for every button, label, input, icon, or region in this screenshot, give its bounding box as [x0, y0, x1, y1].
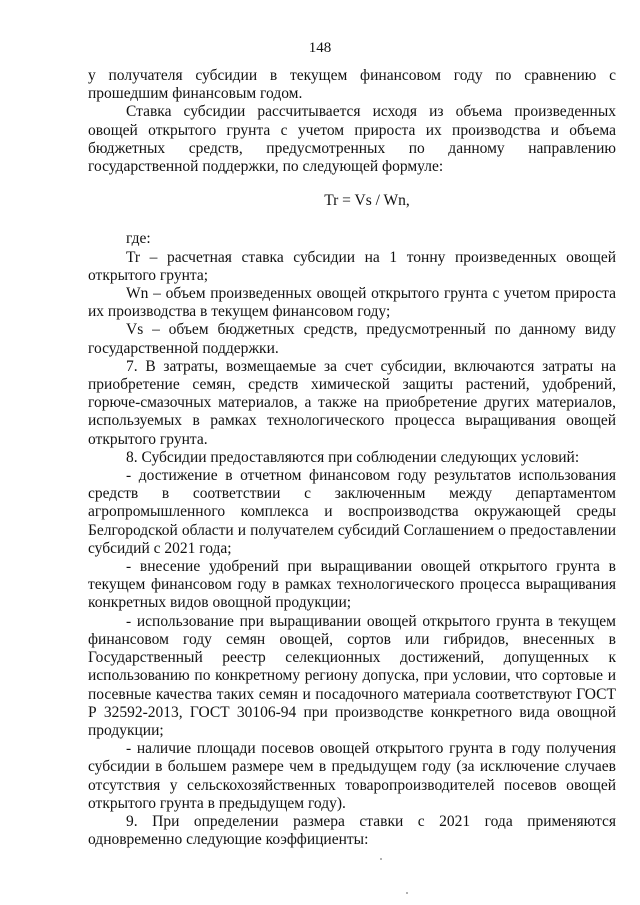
- body-text: [88, 67, 616, 849]
- formula: Tr = Vs / Wn,: [324, 192, 410, 210]
- clause-9: 9. При определении размера ставки с 2021 года применяются одновременно следующие коэффициенты:: [88, 812, 616, 849]
- scan-speck: [380, 858, 382, 860]
- definition-wn: Wn – объем произведенных овощей открытого грунта с учетом прироста их производства в текущем финансовом году;: [88, 285, 616, 321]
- condition-seeds: - использование при выращивании овощей открытого грунта в текущем финансовом году семян овощей, сортов или гибридов, внесенных в Государственный реестр селекционных достижений, допущенных к использованию по конкретному региону допуска, при условии, что сортовые и посевные качества таких семян и посадочного материала соответствуют ГОСТ Р 32592-2013, ГОСТ 30106-94 при производстве конкретного вида овощной продукции;: [88, 612, 616, 739]
- condition-results: - достижение в отчетном финансовом году результатов использования средств в соответствии с заключенным между департаментом агропромышленного комплекса и воспроизводства окружающей среды Белгородской области и получателем субсидий Соглашением о предоставлении субсидий с 2021 года;: [88, 467, 616, 557]
- condition-area: - наличие площади посевов овощей открытого грунта в году получения субсидии в большем размере чем в предыдущем году (за исключение случаев отсутствия у сельскохозяйственных товаропроизводителей посевов овощей открытого грунта в предыдущем году).: [88, 740, 616, 812]
- condition-fertilizers: - внесение удобрений при выращивании овощей открытого грунта в текущем финансовом году в рамках технологического процесса выращивания конкретных видов овощной продукции;: [88, 558, 616, 612]
- paragraph-where: где:: [126, 230, 151, 248]
- scan-speck: [406, 892, 408, 894]
- page-number: 148: [308, 40, 332, 56]
- clause-8: 8. Субсидии предоставляются при соблюдении следующих условий:: [126, 448, 580, 466]
- paragraph-continuation: у получателя субсидии в текущем финансовом году по сравнению с прошедшим финансовым годом.: [88, 67, 616, 103]
- clause-7: 7. В затраты, возмещаемые за счет субсидии, включаются затраты на приобретение семян, средств химической защиты растений, удобрений, горюче-смазочных материалов, а также на приобретение других материалов, используемых в рамках технологического процесса выращивания овощей открытого грунта.: [88, 357, 616, 448]
- definition-vs: Vs – объем бюджетных средств, предусмотренный по данному виду государственной поддержки.: [88, 321, 616, 357]
- paragraph-rate-formula-intro: Ставка субсидии рассчитывается исходя из объема произведенных овощей открытого грунта с учетом прироста их производства и объема бюджетных средств, предусмотренных по данному направлению государственной поддержки, по следующей формуле:: [88, 103, 616, 176]
- definition-tr: Tr – расчетная ставка субсидии на 1 тонну произведенных овощей открытого грунта;: [88, 248, 616, 284]
